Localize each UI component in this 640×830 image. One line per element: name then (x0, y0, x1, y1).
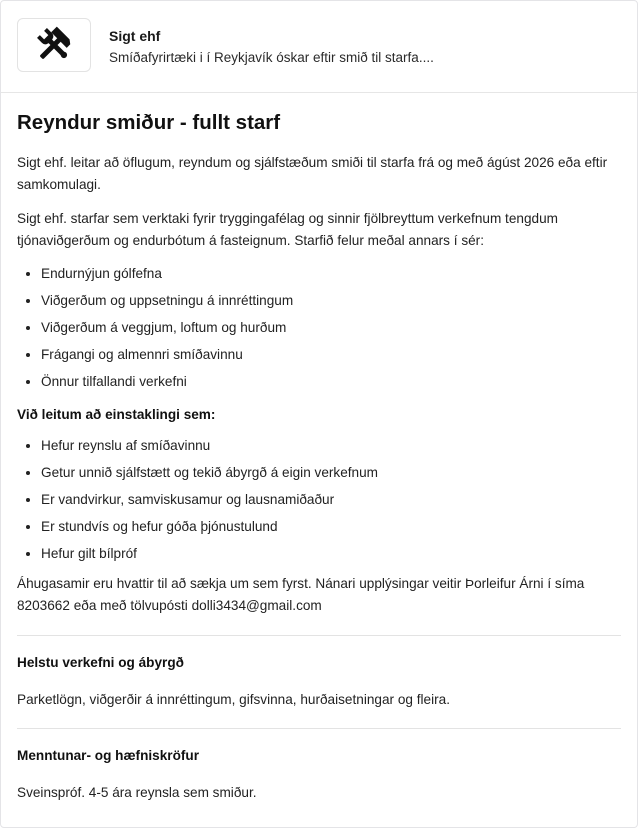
section-divider (17, 635, 621, 636)
list-item: • Frágangi og almennri smíðavinnu (41, 341, 621, 368)
company-header (1, 1, 637, 93)
list-item: • Viðgerðum á veggjum, loftum og hurðum (41, 314, 621, 341)
list-item: • Viðgerðum og uppsetningu á innréttingum (41, 287, 621, 314)
company-name[interactable]: Sigt ehf (109, 28, 161, 44)
list-item: • Önnur tilfallandi verkefni (41, 368, 621, 395)
job-title: Reyndur smiður - fullt starf (17, 111, 281, 134)
list-item: • Hefur reynslu af smíðavinnu (41, 432, 621, 459)
duties-heading: Helstu verkefni og ábyrgð (17, 655, 184, 670)
qualifications-text: Sveinspróf. 4-5 ára reynsla sem smiður. (17, 785, 257, 800)
requirements-list (17, 432, 621, 567)
section-divider (17, 728, 621, 729)
list-item: • Endurnýjun gólfefna (41, 260, 621, 287)
job-intro: Sigt ehf. leitar að öflugum, reyndum og sjálfstæðum smiði til starfa frá og með ágúst 2026 eða eftir samkomulagi. (17, 155, 608, 192)
list-item: • Getur unnið sjálfstætt og tekið ábyrgð á eigin verkefnum (41, 459, 621, 486)
list-item: • Er stundvís og hefur góða þjónustulund (41, 513, 621, 540)
company-tagline: Smíðafyrirtæki i í Reykjavík óskar eftir smið til starfa.... (109, 50, 434, 65)
list-item: • Hefur gilt bílpróf (41, 540, 621, 567)
company-logo[interactable] (17, 18, 91, 72)
duties-text: Parketlögn, viðgerðir á innréttingum, gifsvinna, hurðaisetningar og fleira. (17, 692, 450, 707)
job-content (17, 92, 621, 804)
contact-info: Áhugasamir eru hvattir til að sækja um sem fyrst. Nánari upplýsingar veitir Þorleifur Árni í síma 8203662 eða með tölvupósti dolli3434@gmail.com (17, 576, 585, 613)
job-description: Sigt ehf. starfar sem verktaki fyrir tryggingafélag og sinnir fjölbreyttum verkefnum tengdum tjónaviðgerðum og endurbótum á fasteignum. Starfið felur meðal annars í sér: (17, 211, 558, 248)
task-list (17, 260, 621, 395)
hammer-wrench-icon (34, 25, 74, 65)
qualifications-heading: Menntunar- og hæfniskröfur (17, 748, 199, 763)
seeking-heading: Við leitum að einstaklingi sem: (17, 407, 216, 422)
list-item: • Er vandvirkur, samviskusamur og lausnamiðaður (41, 486, 621, 513)
